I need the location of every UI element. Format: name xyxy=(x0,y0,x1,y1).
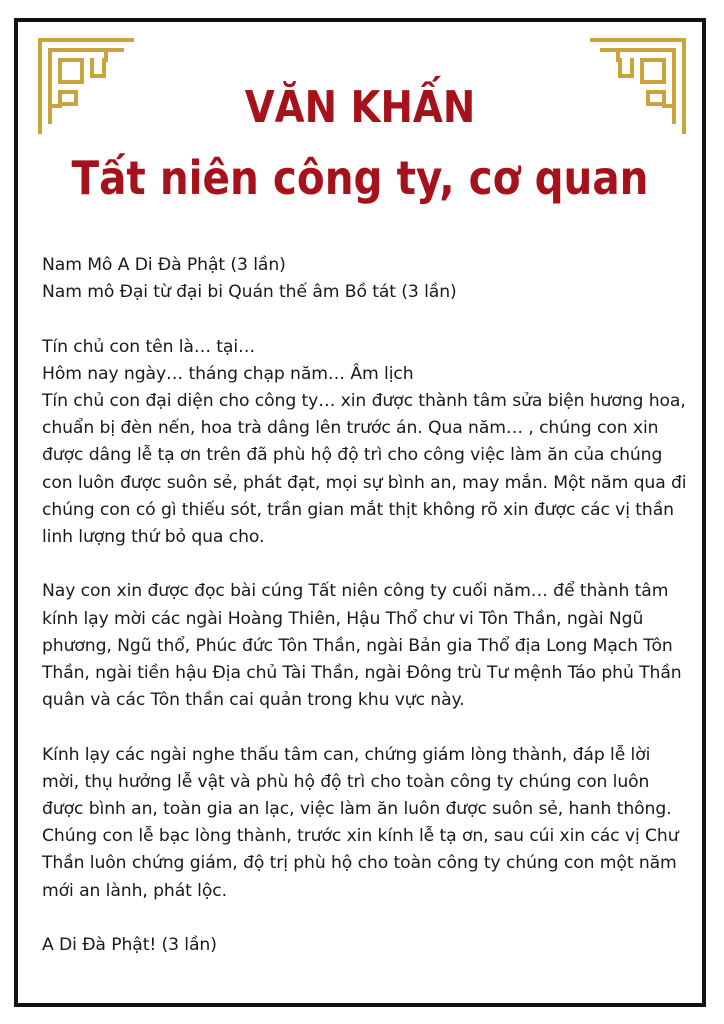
paragraph-closing: A Di Đà Phật! (3 lần) xyxy=(42,935,217,956)
prayer-text xyxy=(42,252,692,959)
page-subtitle: Tất niên công ty, cơ quan xyxy=(71,151,649,205)
paragraph-invocation-1: Nam Mô A Di Đà Phật (3 lần) xyxy=(42,255,286,275)
paragraph-date: Hôm nay ngày… tháng chạp năm… Âm lịch xyxy=(42,363,414,384)
paragraph-invitation: Nay con xin được đọc bài cúng Tất niên công ty cuối năm… để thành tâm kính lạy mời các ngài Hoàng Thiên, Hậu Thổ chư vi Tôn Thần, ngài Ngũ phương, Ngũ thổ, Phúc đức Tôn Thần, ngài Bản gia Thổ địa Long Mạch Tôn Thần, ngài tiền hậu Địa chủ Tài Thần, ngài Đông trù Tư mệnh Táo phủ Thần quân và các Tôn thần cai quản trong khu vực này. xyxy=(42,581,682,711)
paragraph-thanks: Chúng con lễ bạc lòng thành, trước xin kính lễ tạ ơn, sau cúi xin các vị Chư Thần luôn chứng giám, độ trị phù hộ cho toàn công ty chúng con một năm mới an lành, phát lộc. xyxy=(42,826,679,901)
page-title: VĂN KHẤN xyxy=(244,82,476,133)
paragraph-offering: Tín chủ con đại diện cho công ty… xin được thành tâm sửa biện hương hoa, chuẩn bị đèn nến, hoa trà dâng lên trước án. Qua năm… , chúng con xin được dâng lễ tạ ơn trên đã phù hộ độ trì cho công việc làm ăn của chúng con luôn được suôn sẻ, phát đạt, mọi sự bình an, may mắn. Một năm qua đi chúng con có gì thiếu sót, trần gian mắt thịt không rõ xin được các vị thần linh lượng thứ bỏ qua cho. xyxy=(42,391,687,548)
paragraph-owner-name: Tín chủ con tên là… tại… xyxy=(42,336,256,357)
document-page xyxy=(14,18,706,1007)
paragraph-invocation-2: Nam mô Đại từ đại bi Quán thế âm Bồ tát (3 lần) xyxy=(42,282,457,303)
paragraph-blessing: Kính lạy các ngài nghe thấu tâm can, chứng giám lòng thành, đáp lễ lời mời, thụ hưởng lễ vật và phù hộ độ trì cho toàn công ty chúng con luôn được bình an, toàn gia an lạc, việc làm ăn luôn được suôn sẻ, hanh thông. xyxy=(42,744,672,820)
